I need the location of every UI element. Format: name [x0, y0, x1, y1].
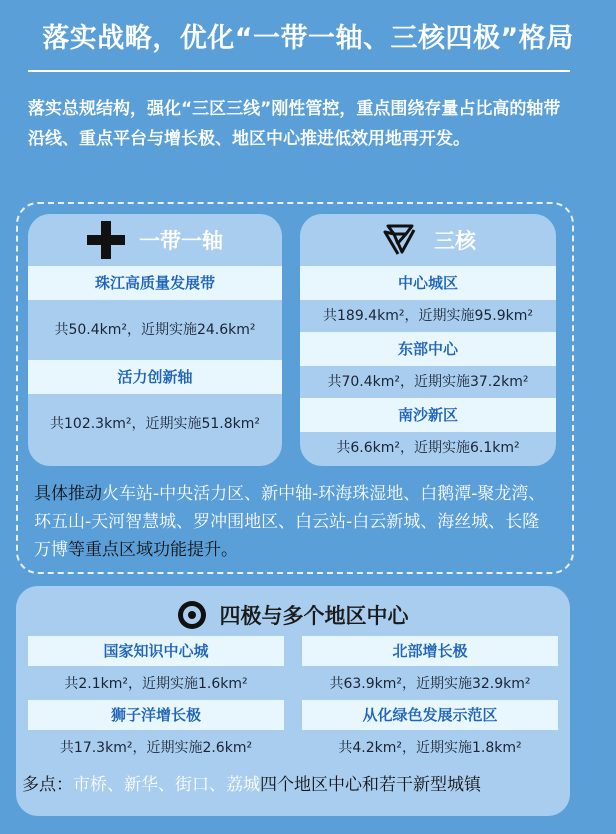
pole-item-4-name: 从化绿色发展示范区 — [302, 700, 558, 730]
core-item-3-name: 南沙新区 — [300, 398, 556, 432]
axis-card-heading: 一带一轴 — [139, 229, 223, 253]
pole-item-3-stat: 共17.3km²，近期实施2.6km² — [59, 740, 253, 756]
pole-item-2-name: 北部增长极 — [302, 636, 558, 666]
target-icon — [178, 601, 206, 629]
axis-item-2-name: 活力创新轴 — [28, 360, 282, 394]
promotion-text — [34, 480, 554, 564]
core-item-3-stat: 共6.6km²，近期实施6.1km² — [336, 440, 520, 456]
cores-card-header — [300, 214, 556, 266]
core-item-1-stat: 共189.4km²，近期实施95.9km² — [323, 308, 533, 324]
axis-item-1-stat: 共50.4km²，近期实施24.6km² — [54, 322, 256, 338]
title-divider — [28, 70, 570, 72]
multi-point-suffix: 四个地区中心和若干新型城镇 — [260, 775, 481, 795]
page-title: 落实战略，优化“一带一轴、三核四极”格局 — [42, 23, 574, 54]
promotion-prefix: 具体推动 — [34, 484, 102, 504]
multi-point-text — [22, 770, 481, 795]
cross-icon — [87, 221, 125, 259]
poles-card-heading: 四极与多个地区中心 — [219, 604, 409, 628]
promotion-places: 火车站-中央活力区、新中轴-环海珠湿地、白鹅潭-聚龙湾、环五山-天河智慧城、罗冲围地区、白云站-白云新城、海丝城、长隆万博 — [34, 484, 546, 560]
cores-card-heading: 三核 — [434, 229, 476, 253]
pole-item-3-name: 狮子洋增长极 — [28, 700, 284, 730]
pole-item-1-name: 国家知识中心城 — [28, 636, 284, 666]
poles-card-header — [16, 598, 570, 632]
multi-point-prefix: 多点： — [22, 775, 73, 795]
axis-card-header — [28, 214, 282, 266]
axis-item-1-name: 珠江高质量发展带 — [28, 266, 282, 300]
pole-item-4-stat: 共4.2km²，近期实施1.8km² — [338, 740, 522, 756]
core-item-1-name: 中心城区 — [300, 266, 556, 300]
axis-card — [28, 214, 282, 466]
pole-item-1-stat: 共2.1km²，近期实施1.6km² — [64, 676, 248, 692]
axis-item-2-stat: 共102.3km²，近期实施51.8km² — [50, 416, 260, 432]
multi-point-places: 市桥、新华、街口、荔城 — [73, 775, 260, 795]
promotion-suffix: 等重点区域功能提升。 — [68, 540, 238, 560]
intro-paragraph: 落实总规结构，强化“三区三线”刚性管控，重点围绕存量占比高的轴带沿线、重点平台与增长极、地区中心推进低效用地再开发。 — [28, 99, 561, 149]
core-item-2-name: 东部中心 — [300, 332, 556, 366]
core-item-2-stat: 共70.4km²，近期实施37.2km² — [327, 374, 529, 390]
recycle-triangle-icon — [380, 222, 420, 258]
cores-card — [300, 214, 556, 466]
pole-item-2-stat: 共63.9km²，近期实施32.9km² — [329, 676, 531, 692]
